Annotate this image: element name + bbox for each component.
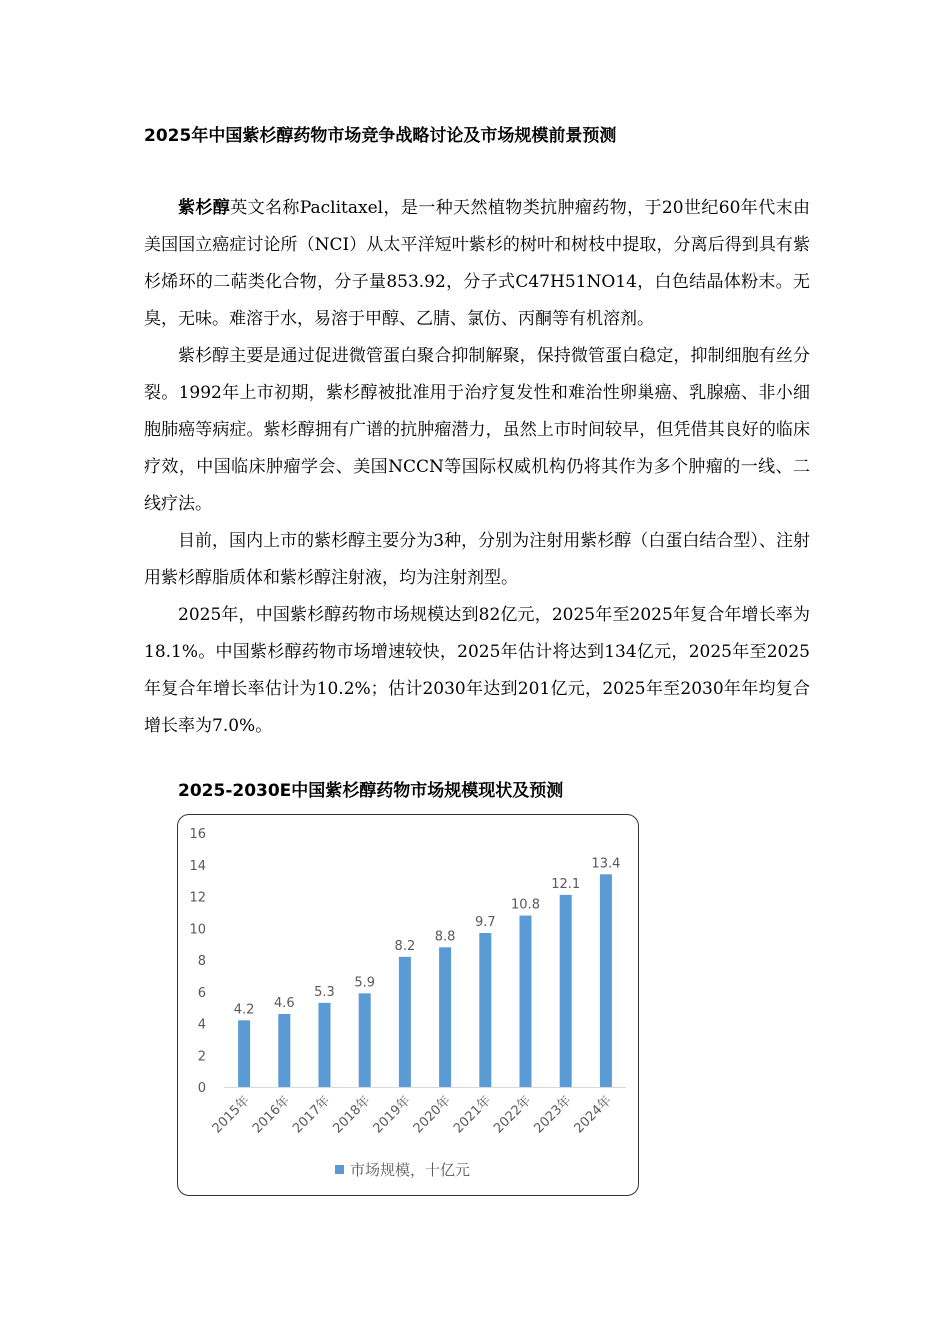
bar-data-label: 4.2 (233, 1002, 255, 1018)
bar-data-label: 8.8 (434, 929, 456, 945)
bar (479, 933, 491, 1087)
y-tick-label: 10 (189, 922, 206, 938)
x-category-label: 2024年 (571, 1093, 615, 1137)
x-category-label: 2016年 (249, 1093, 294, 1137)
bar (560, 895, 572, 1087)
x-category-label: 2018年 (330, 1093, 374, 1137)
x-category-label: 2015年 (209, 1093, 253, 1137)
bar (399, 957, 411, 1087)
bar-chart (177, 814, 639, 1196)
bar (600, 874, 612, 1087)
bar (238, 1020, 250, 1087)
bar (439, 947, 451, 1087)
bar (319, 1003, 331, 1087)
bar (359, 993, 371, 1087)
bar-data-label: 5.3 (314, 984, 335, 1000)
y-tick-label: 16 (189, 827, 206, 842)
y-tick-label: 14 (189, 858, 206, 874)
paragraph-products: 目前，国内上市的紫杉醇主要分为3种，分别为注射用紫杉醇（白蛋白结合型）、注射用紫杉醇脂质体和紫杉醇注射液，均为注射剂型。 (144, 531, 810, 588)
paragraph-mechanism: 紫杉醇主要是通过促进微管蛋白聚合抑制解聚，保持微管蛋白稳定，抑制细胞有丝分裂。1992年上市初期，紫杉醇被批准用于治疗复发性和难治性卵巢癌、乳腺癌、非小细胞肺癌等病症。紫杉醇拥有广谱的抗肿瘤潜力，虽然上市时间较早，但凭借其良好的临床疗效，中国临床肿瘤学会、美国NCCN等国际权威机构仍将其作为多个肿瘤的一线、二线疗法。 (144, 346, 810, 514)
x-category-label: 2020年 (410, 1093, 454, 1137)
x-category-label: 2022年 (491, 1093, 535, 1137)
x-category-label: 2017年 (290, 1093, 334, 1137)
y-tick-label: 6 (197, 985, 206, 1001)
bar-data-label: 10.8 (511, 897, 540, 913)
legend-label: 市场规模，十亿元 (350, 1161, 471, 1179)
bar-data-label: 4.6 (273, 995, 295, 1011)
y-tick-label: 2 (197, 1049, 206, 1065)
bar-data-label: 12.1 (551, 876, 581, 892)
x-category-label: 2019年 (370, 1093, 414, 1137)
paragraph-market: 2025年，中国紫杉醇药物市场规模达到82亿元，2025年至2025年复合年增长率为18.1%。中国紫杉醇药物市场增速较快，2025年估计将达到134亿元，2025年至2025年复合年增长率估计为10.2%；估计2030年达到201亿元，2025年至2030年年均复合增长率为7.0%。 (144, 605, 810, 736)
article-body (144, 190, 810, 745)
bar (520, 916, 532, 1087)
chart-title: 2025-2030E中国紫杉醇药物市场规模现状及预测 (178, 781, 564, 801)
bar-data-label: 8.2 (394, 938, 416, 954)
y-tick-label: 0 (197, 1081, 206, 1096)
paragraph-intro (144, 190, 810, 338)
x-category-label: 2021年 (450, 1093, 495, 1137)
bar (278, 1014, 290, 1087)
x-category-label: 2023年 (531, 1093, 575, 1137)
page-title: 2025年中国紫杉醇药物市场竞争战略讨论及市场规模前景预测 (144, 126, 617, 146)
bar-data-label: 9.7 (474, 915, 496, 931)
bar-data-label: 5.9 (354, 975, 376, 991)
paragraph-text: 英文名称Paclitaxel，是一种天然植物类抗肿瘤药物，于20世纪60年代末由美国国立癌症讨论所（NCI）从太平洋短叶紫杉的树叶和树枝中提取，分离后得到具有紫杉烯环的二萜类化合物，分子量853.92，分子式C47H51NO14，白色结晶体粉末。无臭，无味。难溶于水，易溶于甲醇、乙腈、氯仿、丙酮等有机溶剂。 (144, 198, 811, 329)
paragraph-lead-term: 紫杉醇 (178, 198, 231, 218)
y-tick-label: 8 (197, 954, 206, 969)
bar-chart-canvas (178, 815, 639, 1196)
bar-data-label: 13.4 (591, 856, 621, 872)
legend-swatch (335, 1165, 344, 1174)
y-tick-label: 12 (189, 890, 206, 906)
y-tick-label: 4 (197, 1017, 206, 1033)
